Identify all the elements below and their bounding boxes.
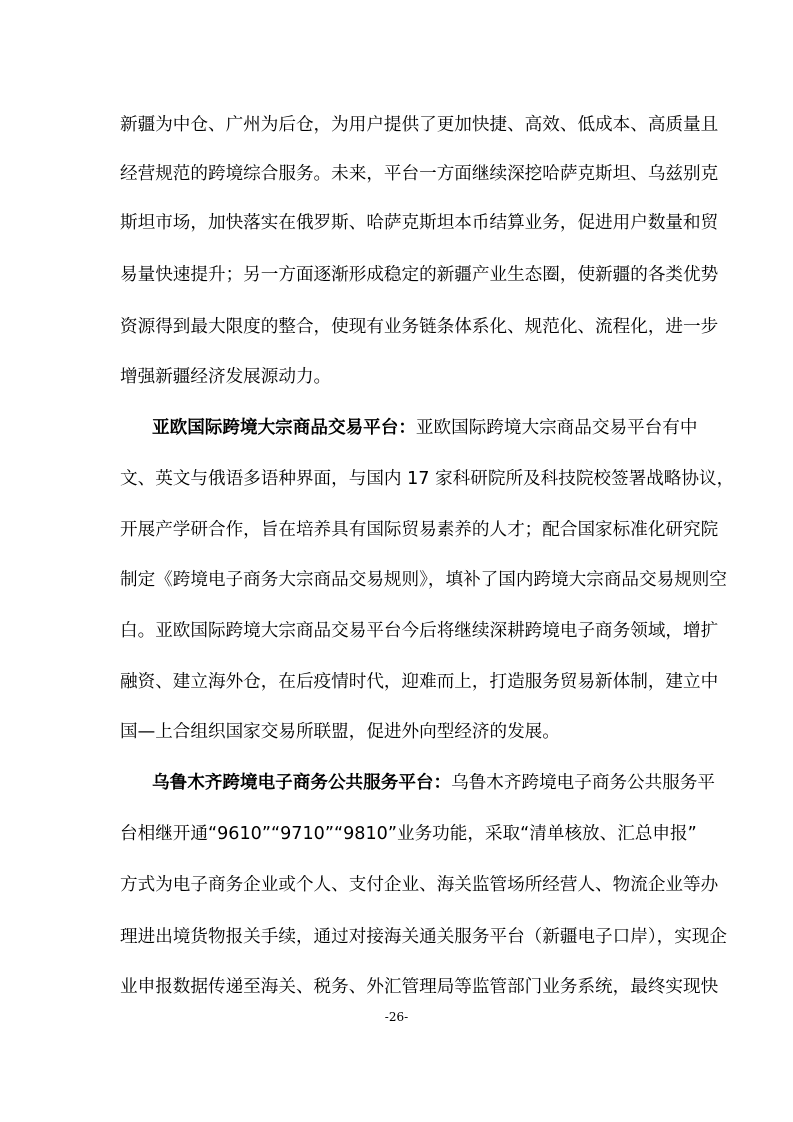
paragraph-1-line-5: 资源得到最大限度的整合，使现有业务链条体系化、规范化、流程化，进一步 bbox=[120, 317, 719, 337]
paragraph-2-line-5: 白。亚欧国际跨境大宗商品交易平台今后将继续深耕跨境电子商务领域，增扩 bbox=[120, 621, 719, 641]
paragraph-2-line-3: 开展产学研合作，旨在培养具有国际贸易素养的人才；配合国家标准化研究院 bbox=[120, 520, 719, 540]
paragraph-1-line-4: 易量快速提升；另一方面逐渐形成稳定的新疆产业生态圈，使新疆的各类优势 bbox=[120, 265, 719, 285]
paragraph-2-line-7: 国—上合组织国家交易所联盟，促进外向型经济的发展。 bbox=[120, 722, 560, 742]
paragraph-2-line-6: 融资、建立海外仓，在后疫情时代，迎难而上，打造服务贸易新体制，建立中 bbox=[120, 672, 719, 692]
paragraph-2-heading: 亚欧国际跨境大宗商品交易平台： bbox=[152, 418, 416, 438]
paragraph-3-line-5: 业申报数据传递至海关、税务、外汇管理局等监管部门业务系统，最终实现快 bbox=[120, 977, 719, 997]
paragraph-2-first-line bbox=[152, 416, 697, 440]
paragraph-3-line-3: 方式为电子商务企业或个人、支付企业、海关监管场所经营人、物流企业等办 bbox=[120, 875, 719, 895]
paragraph-1-line-3: 斯坦市场，加快落实在俄罗斯、哈萨克斯坦本币结算业务，促进用户数量和贸 bbox=[120, 213, 719, 233]
paragraph-3-line-4: 理进出境货物报关手续，通过对接海关通关服务平台（新疆电子口岸），实现企 bbox=[120, 927, 727, 947]
paragraph-1-line-2: 经营规范的跨境综合服务。未来，平台一方面继续深挖哈萨克斯坦、乌兹别克 bbox=[120, 164, 719, 184]
paragraph-1-line-6: 增强新疆经济发展源动力。 bbox=[120, 367, 332, 387]
paragraph-2-line-4: 制定《跨境电子商务大宗商品交易规则》，填补了国内跨境大宗商品交易规则空 bbox=[120, 570, 727, 590]
paragraph-2-first-line-text: 亚欧国际跨境大宗商品交易平台有中 bbox=[415, 418, 698, 438]
paragraph-3-heading: 乌鲁木齐跨境电子商务公共服务平台： bbox=[152, 773, 452, 793]
paragraph-2-line-2: 文、英文与俄语多语种界面，与国内 17 家科研院所及科技院校签署战略协议， bbox=[120, 469, 735, 489]
page-number: -26- bbox=[384, 1010, 409, 1024]
paragraph-3-first-line-text: 乌鲁木齐跨境电子商务公共服务平 bbox=[451, 773, 716, 793]
paragraph-1-line-1: 新疆为中仓、广州为后仓，为用户提供了更加快捷、高效、低成本、高质量且 bbox=[120, 115, 719, 135]
paragraph-3-first-line bbox=[152, 771, 715, 795]
paragraph-3-line-2: 台相继开通“9610”“9710”“9810”业务功能，采取“清单核放、汇总申报” bbox=[120, 824, 697, 844]
